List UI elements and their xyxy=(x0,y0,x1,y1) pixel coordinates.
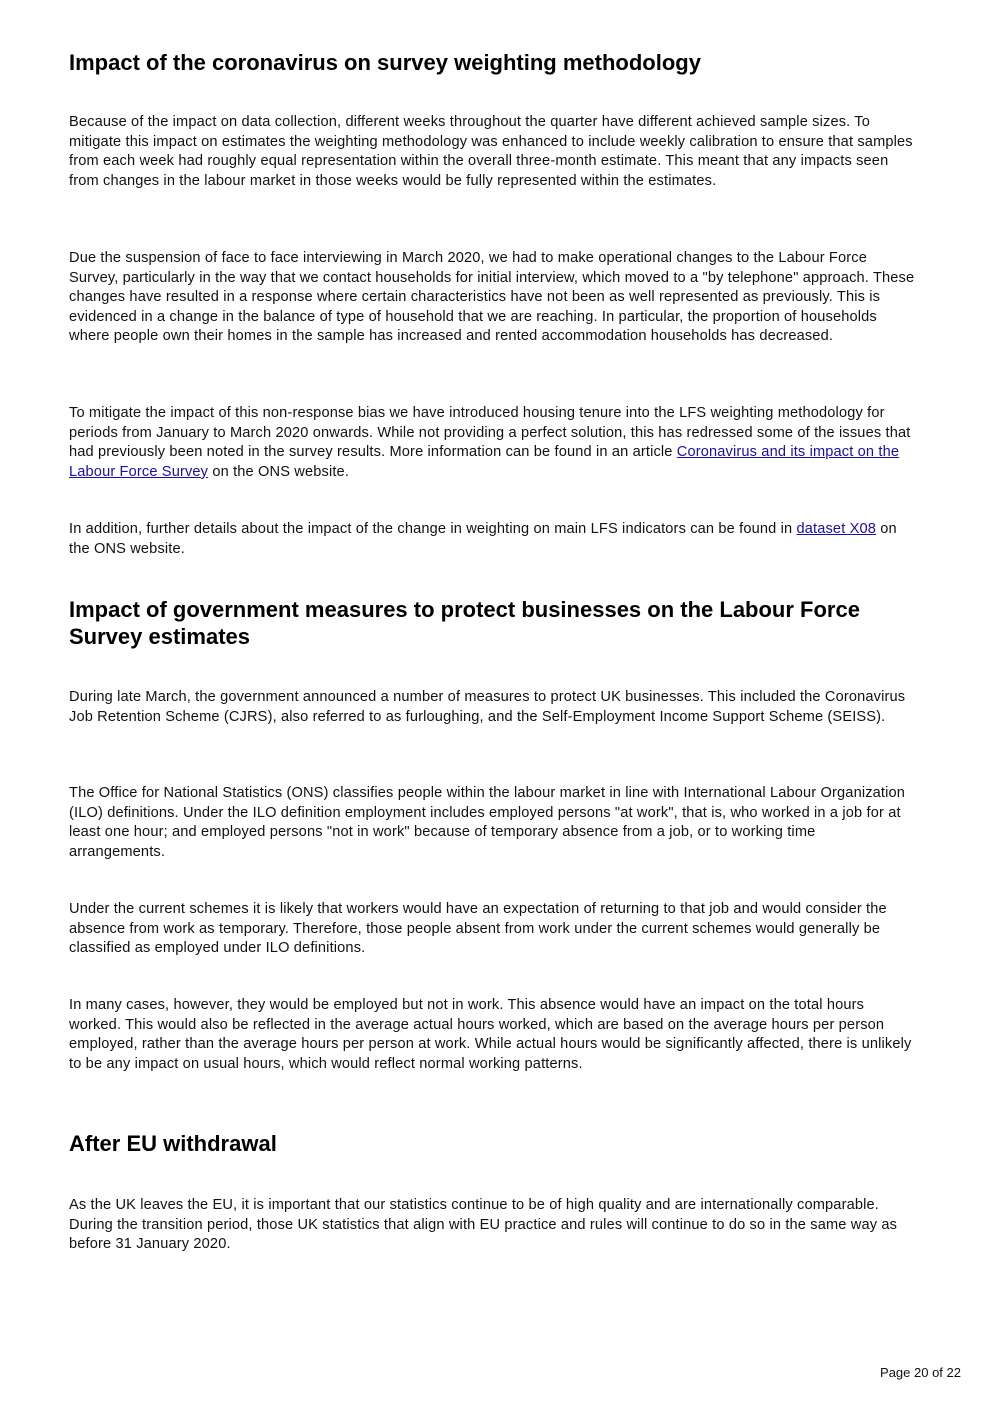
paragraph-weighting-2: Due the suspension of face to face interviewing in March 2020, we had to make operational changes to the Labour Force Survey, particularly in the way that we contact households for initial interview, which moved to a "by telephone" approach. These changes have resulted in a response where certain characteristics have not been as well represented as previously. This is evidenced in a change in the balance of type of household that we are reaching. In particular, the proportion of households where people own their homes in the sample has increased and rented accommodation households has decreased. xyxy=(69,250,915,345)
paragraph-text: on the ONS website. xyxy=(69,521,897,557)
paragraph-measures-1: During late March, the government announced a number of measures to protect UK businesses. This included the Coronavirus Job Retention Scheme (CJRS), also referred to as furloughing, and the Self-Employment Income Support Scheme (SEISS). xyxy=(69,689,906,725)
section-heading-government-measures: Impact of government measures to protect businesses on the Labour Force Survey estimates xyxy=(69,597,860,649)
paragraph-weighting-4 xyxy=(69,520,915,559)
paragraph-weighting-1: Because of the impact on data collection, different weeks throughout the quarter have different achieved sample sizes. To mitigate this impact on estimates the weighting methodology was enhanced to include weekly calibration to ensure that samples from each week had roughly equal representation within the overall three-month estimate. This meant that any impacts seen from changes in the labour market in those weeks would be fully represented within the estimates. xyxy=(69,114,913,189)
paragraph-measures-4: In many cases, however, they would be employed but not in work. This absence would have an impact on the total hours worked. This would also be reflected in the average actual hours worked, which are based on the average hours per person employed, rather than the average hours per person at work. While actual hours would be significantly affected, there is unlikely to be any impact on usual hours, which would reflect normal working patterns. xyxy=(69,997,912,1072)
paragraph-text: In addition, further details about the impact of the change in weighting on main LFS indicators can be found in xyxy=(69,521,797,537)
coronavirus-lfs-article-link[interactable]: Coronavirus and its impact on the Labour Force Survey xyxy=(69,444,900,480)
section-heading-weighting: Impact of the coronavirus on survey weighting methodology xyxy=(69,50,701,75)
dataset-x08-link[interactable]: dataset X08 xyxy=(796,521,877,537)
page-number: Page 20 of 22 xyxy=(880,1365,961,1380)
paragraph-text: on the ONS website. xyxy=(208,463,350,480)
paragraph-text: To mitigate the impact of this non-response bias we have introduced housing tenure into the LFS weighting methodology for periods from January to March 2020 onwards. While not providing a perfect solution, this has redressed some of the issues that had previously been noted in the survey results. More information can be found in an article xyxy=(69,405,911,461)
paragraph-eu-1: As the UK leaves the EU, it is important that our statistics continue to be of high quality and are internationally comparable. During the transition period, those UK statistics that align with EU practice and rules will continue to do so in the same way as before 31 January 2020. xyxy=(69,1197,898,1253)
paragraph-measures-3: Under the current schemes it is likely that workers would have an expectation of returning to that job and would consider the absence from work as temporary. Therefore, those people absent from work under the current schemes would generally be classified as employed under ILO definitions. xyxy=(69,901,887,957)
paragraph-weighting-3 xyxy=(69,404,915,482)
section-heading-eu-withdrawal: After EU withdrawal xyxy=(69,1131,277,1156)
paragraph-measures-2: The Office for National Statistics (ONS) classifies people within the labour market in line with International Labour Organization (ILO) definitions. Under the ILO definition employment includes employed persons "at work", that is, who worked in a job for at least one hour; and employed persons "not in work" because of temporary absence from a job, or to working time arrangements. xyxy=(69,785,906,860)
